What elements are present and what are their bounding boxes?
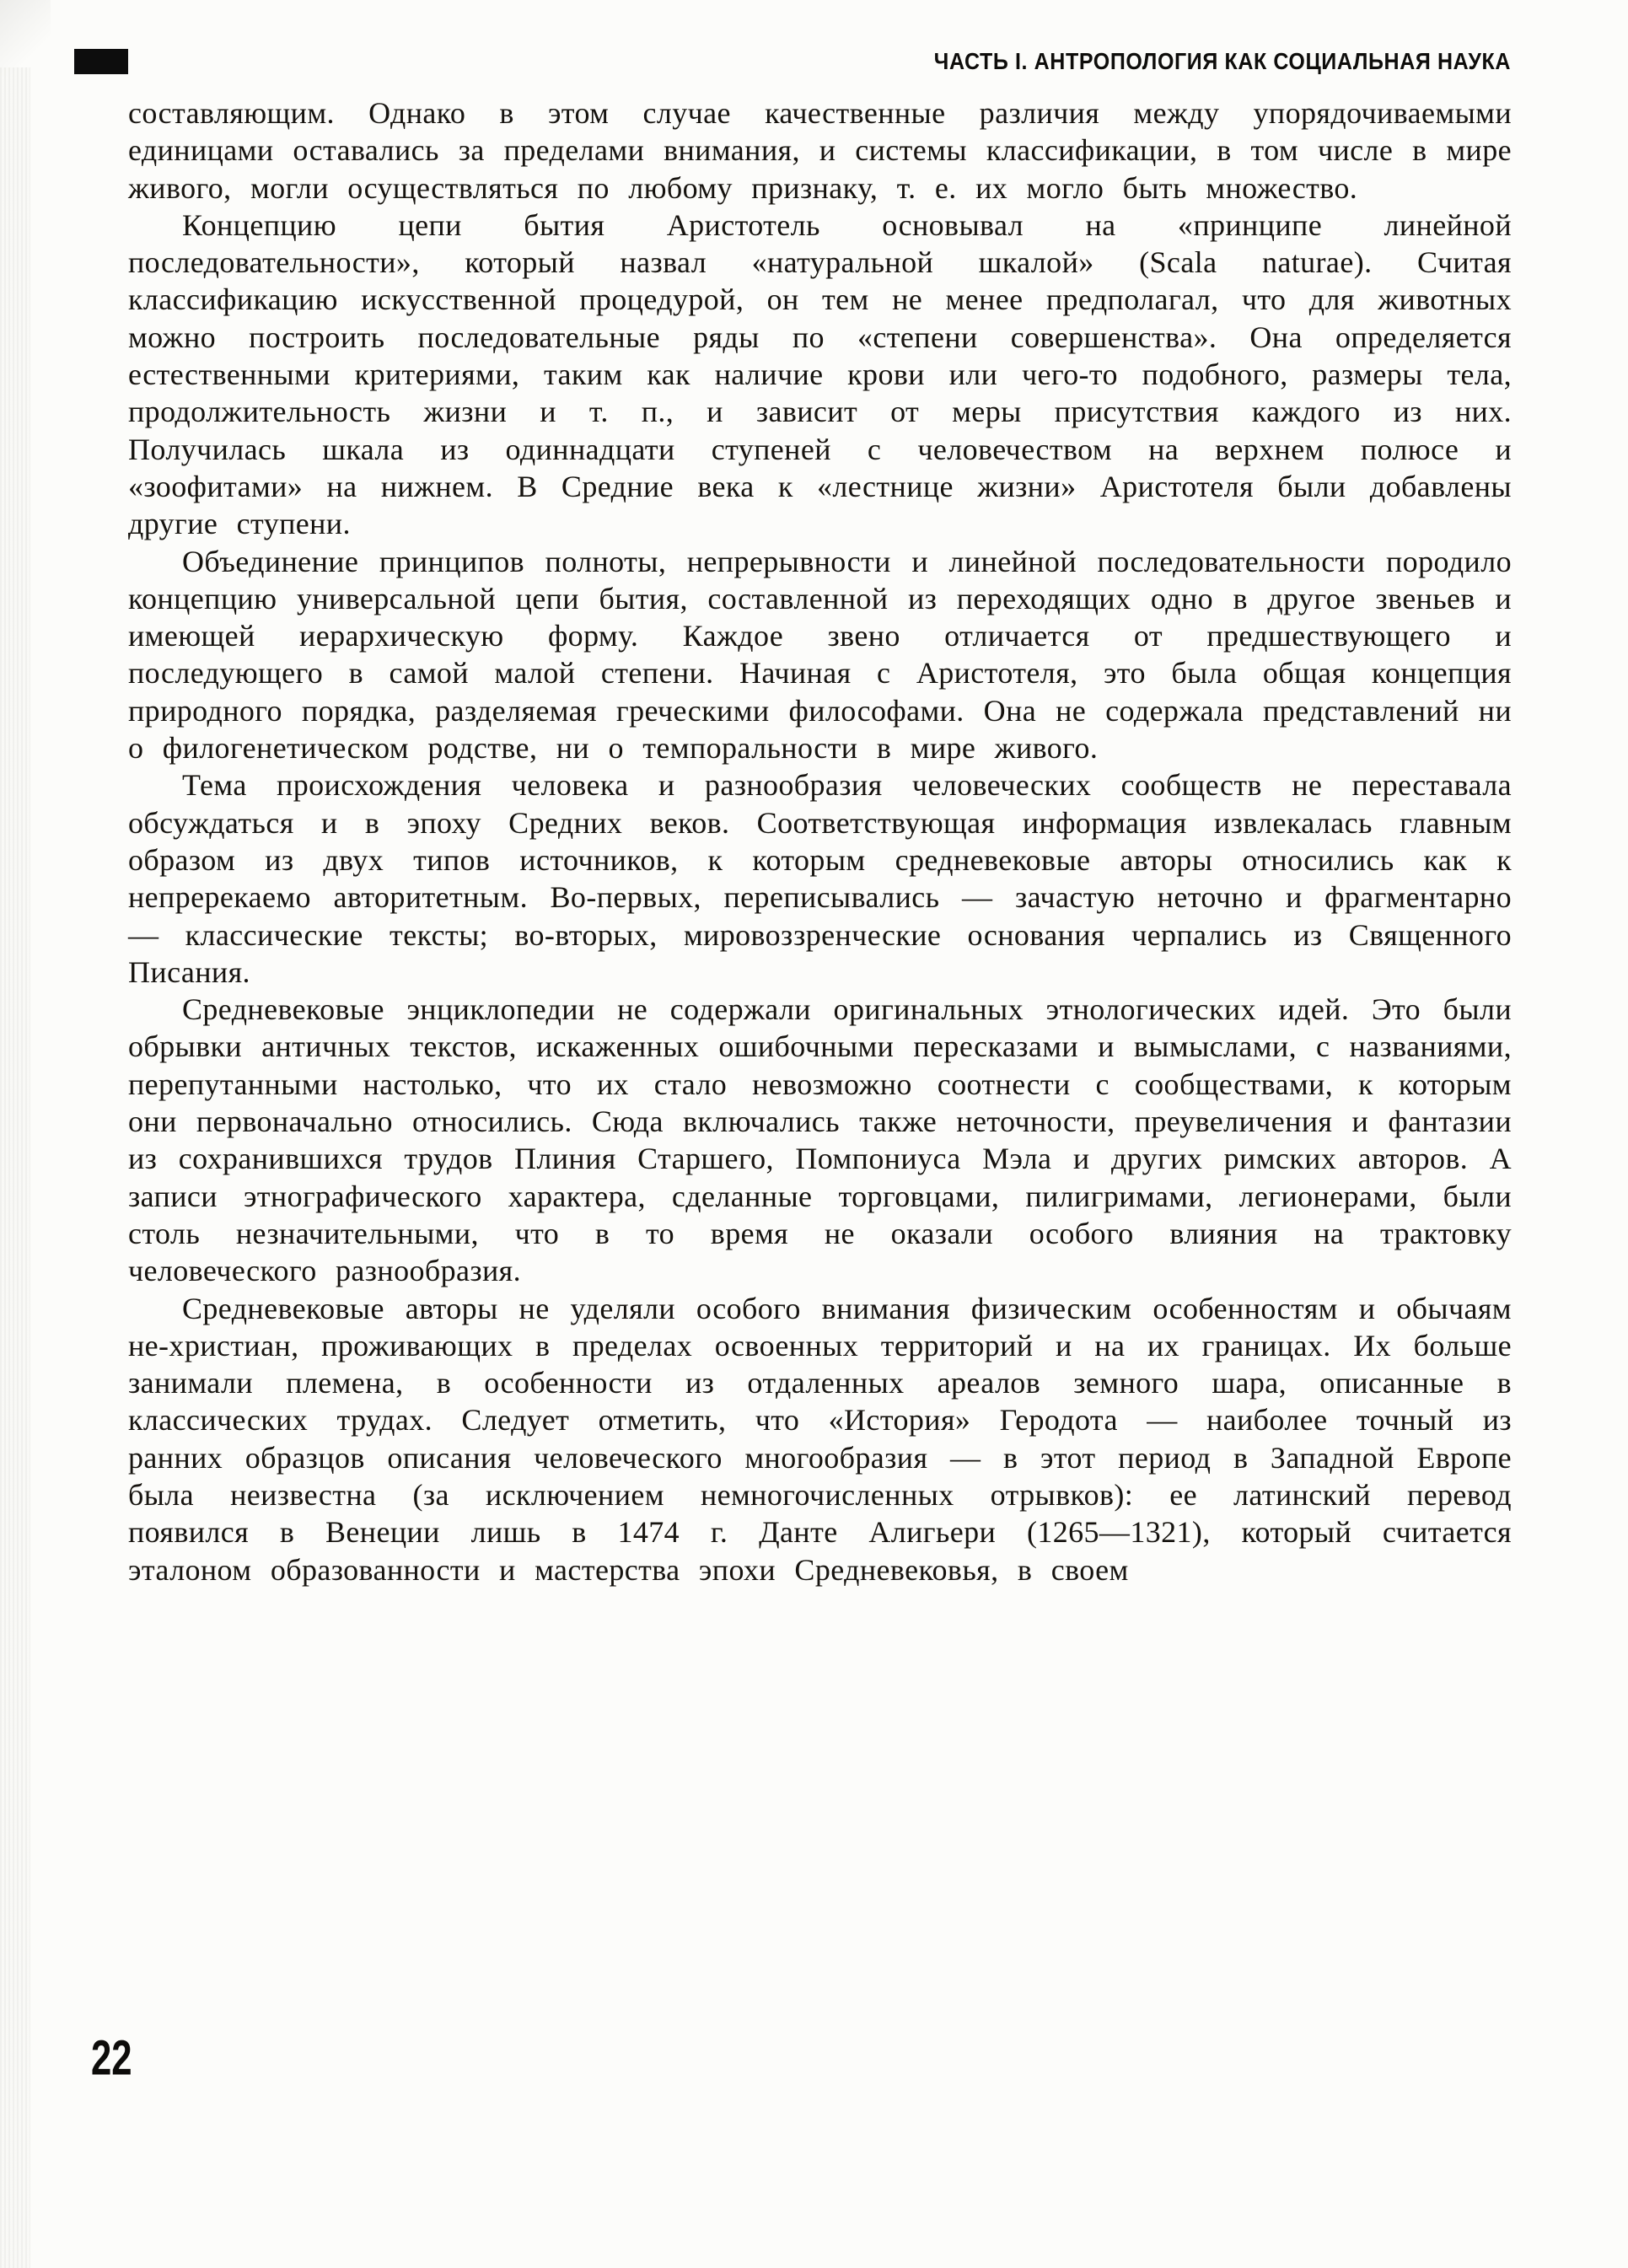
running-head-title: ЧАСТЬ I. АНТРОПОЛОГИЯ КАК СОЦИАЛЬНАЯ НАУКА bbox=[933, 47, 1511, 75]
scan-edge-texture bbox=[0, 67, 30, 2268]
paragraph: Концепцию цепи бытия Аристотель основывал на «принципе линейной последовательности», который назвал «натуральной шкалой» (Scala naturae). Считая классификацию искусственной процедурой, он тем не менее предполагал, что для животных можно построить последовательные ряды по «степени совершенства». Она определяется естественными критериями, таким как наличие крови или чего-то подобного, размеры тела, продолжительность жизни и т. п., и зависит от меры присутствия каждого из них. Получилась шкала из одиннадцати ступеней с человечеством на верхнем полюсе и «зоофитами» на нижнем. В Средние века к «лестнице жизни» Аристотеля были добавлены другие ступени. bbox=[128, 207, 1512, 541]
paragraph: Объединение принципов полноты, непрерывности и линейной последовательности породило концепцию универсальной цепи бытия, составленной из переходящих одно в другое звеньев и имеющей иерархическую форму. Каждое звено отличается от предшествующего и последующего в самой малой степени. Начиная с Аристотеля, это была общая концепция природного порядка, разделяемая греческими философами. Она не содержала представлений ни о филогенетическом родстве, ни о темпоральности в мире живого. bbox=[128, 544, 1512, 766]
page-number: 22 bbox=[91, 2029, 132, 2086]
page-header bbox=[74, 47, 1511, 76]
body-text bbox=[128, 94, 1512, 1588]
scan-artifact-top bbox=[0, 0, 51, 76]
paragraph: Средневековые авторы не уделяли особого внимания физическим особенностям и обычаям не-христиан, проживающих в пределах освоенных территорий и на их границах. Их больше занимали племена, в особенности из отдаленных ареалов земного шара, описанные в классических трудах. Следует отметить, что «История» Геродота — наиболее точный из ранних образцов описания человеческого многообразия — в этот период в Западной Европе была неизвестна (за исключением немногочисленных отрывков): ее латинский перевод появился в Венеции лишь в 1474 г. Данте Алигьери (1265—1321), который считается эталоном образованности и мастерства эпохи Средневековья, в своем bbox=[128, 1291, 1512, 1587]
paragraph-continuation: составляющим. Однако в этом случае качественные различия между упорядочиваемыми единицами оставались за пределами внимания, и системы классификации, в том числе в мире живого, могли осуществляться по любому признаку, т. е. их могло быть множество. bbox=[128, 96, 1512, 205]
paragraph: Средневековые энциклопедии не содержали оригинальных этнологических идей. Это были обрывки античных текстов, искаженных ошибочными пересказами и вымыслами, с названиями, перепутанными настолько, что их стало невозможно соотнести с сообществами, к которым они первоначально относились. Сюда включались также неточности, преувеличения и фантазии из сохранившихся трудов Плиния Старшего, Помпониуса Мэла и других римских авторов. А записи этнографического характера, сделанные торговцами, пилигримами, легионерами, были столь незначительными, что в то время не оказали особого влияния на трактовку человеческого разнообразия. bbox=[128, 992, 1512, 1288]
paragraph: Тема происхождения человека и разнообразия человеческих сообществ не переставала обсуждаться и в эпоху Средних веков. Соответствующая информация извлекалась главным образом из двух типов источников, к которым средневековые авторы относились как к непререкаемо авторитетным. Во-первых, переписывались — зачастую неточно и фрагментарно — классические тексты; во-вторых, мировоззренческие основания черпались из Священного Писания. bbox=[128, 768, 1512, 989]
header-black-block bbox=[74, 49, 128, 74]
